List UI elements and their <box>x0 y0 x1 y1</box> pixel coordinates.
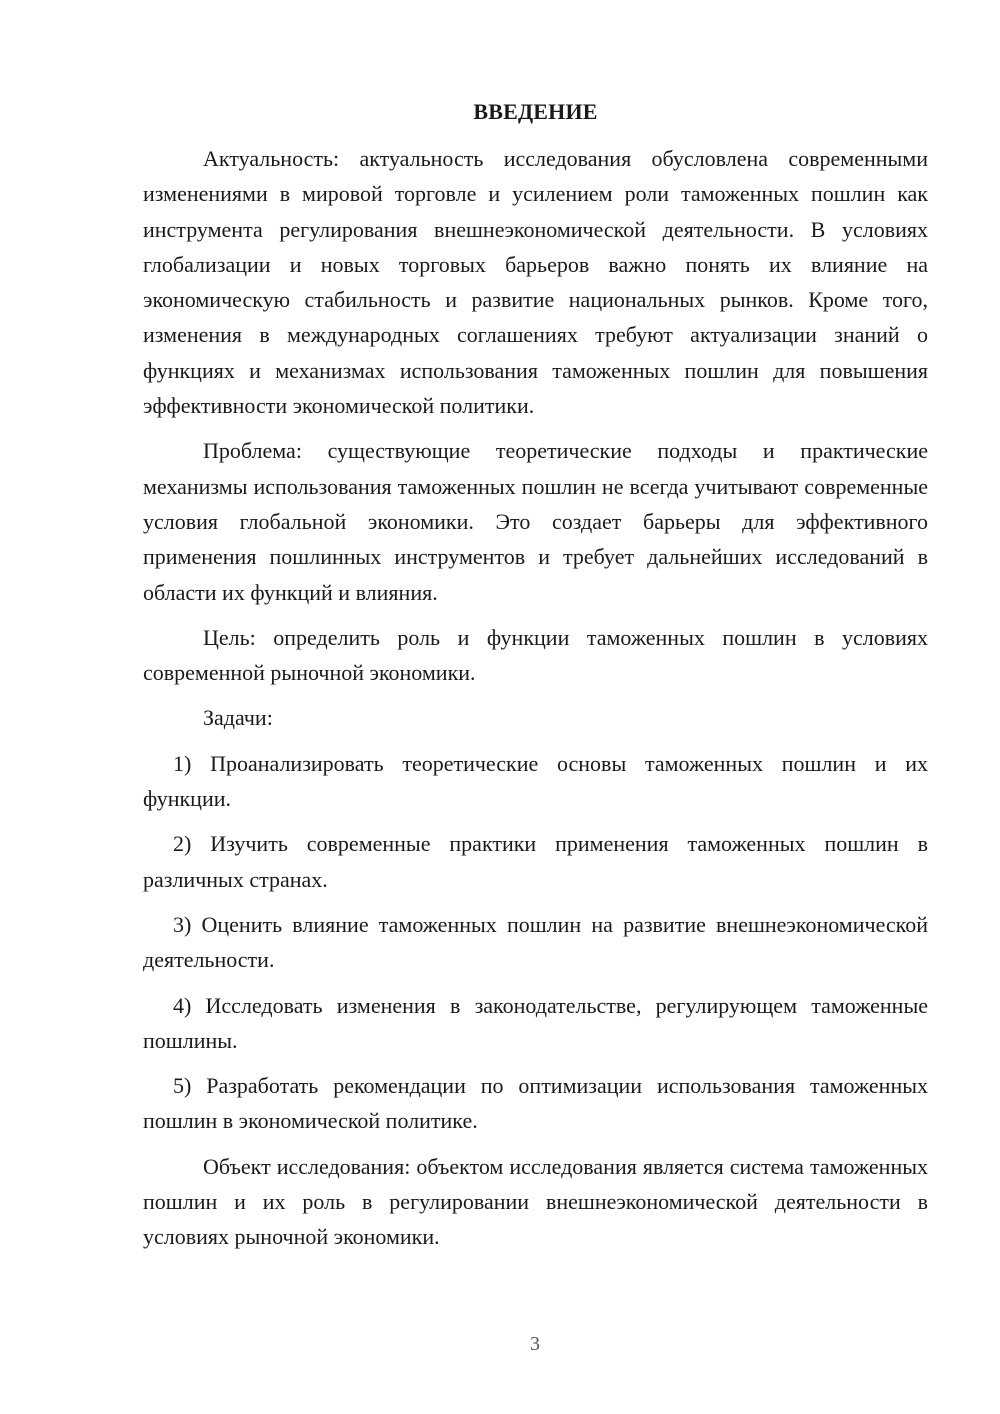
paragraph-problem: Проблема: существующие теоретические подходы и практические механизмы использования таможенных пошлин не всегда учитывают современные условия глобальной экономики. Это создает барьеры для эффективного применения пошлинных инструментов и требует дальнейших исследований в области их функций и влияния. <box>143 438 928 605</box>
paragraph-goal: Цель: определить роль и функции таможенных пошлин в условиях современной рыночной экономики. <box>143 624 928 686</box>
task-item-2: 2) Изучить современные практики применения таможенных пошлин в различных странах. <box>143 831 928 892</box>
paragraph-relevance: Актуальность: актуальность исследования обусловлена современными изменениями в мировой торговле и усилением роли таможенных пошлин как инструмента регулирования внешнеэкономической деятельности. В условиях глобализации и новых торговых барьеров важно понять их влияние на экономическую стабильность и развитие национальных рынков. Кроме того, изменения в международных соглашениях требуют актуализации знаний о функциях и механизмах использования таможенных пошлин для повышения эффективности экономической политики. <box>143 146 928 419</box>
tasks-label: Задачи: <box>203 705 273 731</box>
task-item-4: 4) Исследовать изменения в законодательстве, регулирующем таможенные пошлины. <box>143 992 928 1053</box>
task-item-3: 3) Оценить влияние таможенных пошлин на развитие внешнеэкономической деятельности. <box>143 911 928 973</box>
section-heading: ВВЕДЕНИЕ <box>473 99 598 124</box>
task-item-1: 1) Проанализировать теоретические основы таможенных пошлин и их функции. <box>143 750 928 812</box>
task-item-5: 5) Разработать рекомендации по оптимизации использования таможенных пошлин в экономической политике. <box>143 1073 928 1134</box>
paragraph-object: Объект исследования: объектом исследования является система таможенных пошлин и их роль в регулировании внешнеэкономической деятельности в условиях рыночной экономики. <box>143 1153 928 1250</box>
page-number: 3 <box>530 1333 540 1355</box>
document-page <box>143 94 928 1265</box>
